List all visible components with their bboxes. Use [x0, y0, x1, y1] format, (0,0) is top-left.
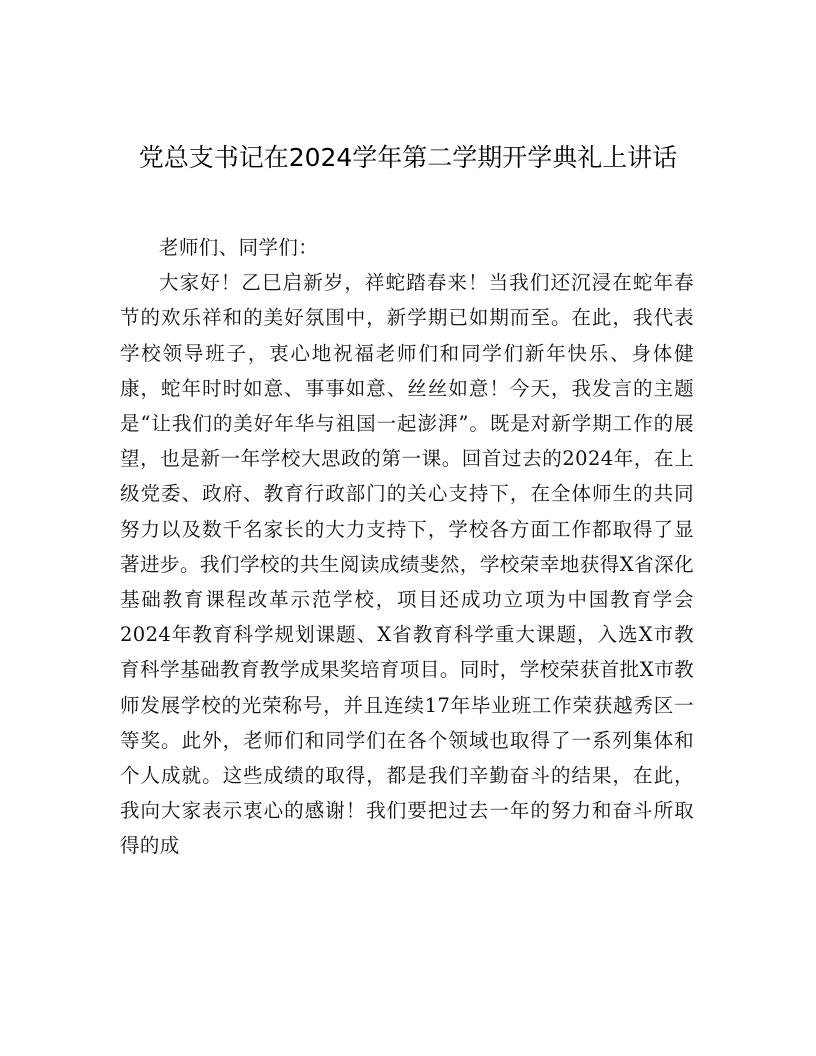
salutation: 老师们、同学们： [159, 236, 319, 259]
document-body [120, 230, 694, 864]
body-paragraph: 大家好！乙巳启新岁，祥蛇踏春来！当我们还沉浸在蛇年春节的欢乐祥和的美好氛围中，新学期已如期而至。在此，我代表学校领导班子，衷心地祝福老师们和同学们新年快乐、身体健康，蛇年时时如意、事事如意、丝丝如意！今天，我发言的主题是“让我们的美好年华与祖国一起澎湃”。既是对新学期工作的展望，也是新一年学校大思政的第一课。回首过去的2024年，在上级党委、政府、教育行政部门的关心支持下，在全体师生的共同努力以及数千名家长的大力支持下，学校各方面工作都取得了显著进步。我们学校的共生阅读成绩斐然，学校荣幸地获得X省深化基础教育课程改革示范学校，项目还成功立项为中国教育学会2024年教育科学规划课题、X省教育科学重大课题，入选X市教育科学基础教育教学成果奖培育项目。同时，学校荣获首批X市教师发展学校的光荣称号，并且连续17年毕业班工作荣获越秀区一等奖。此外，老师们和同学们在各个领域也取得了一系列集体和个人成就。这些成绩的取得，都是我们辛勤奋斗的结果，在此，我向大家表示衷心的感谢！我们要把过去一年的努力和奋斗所取得的成 [120, 271, 694, 858]
document-title: 党总支书记在2024学年第二学期开学典礼上讲话 [138, 143, 678, 172]
